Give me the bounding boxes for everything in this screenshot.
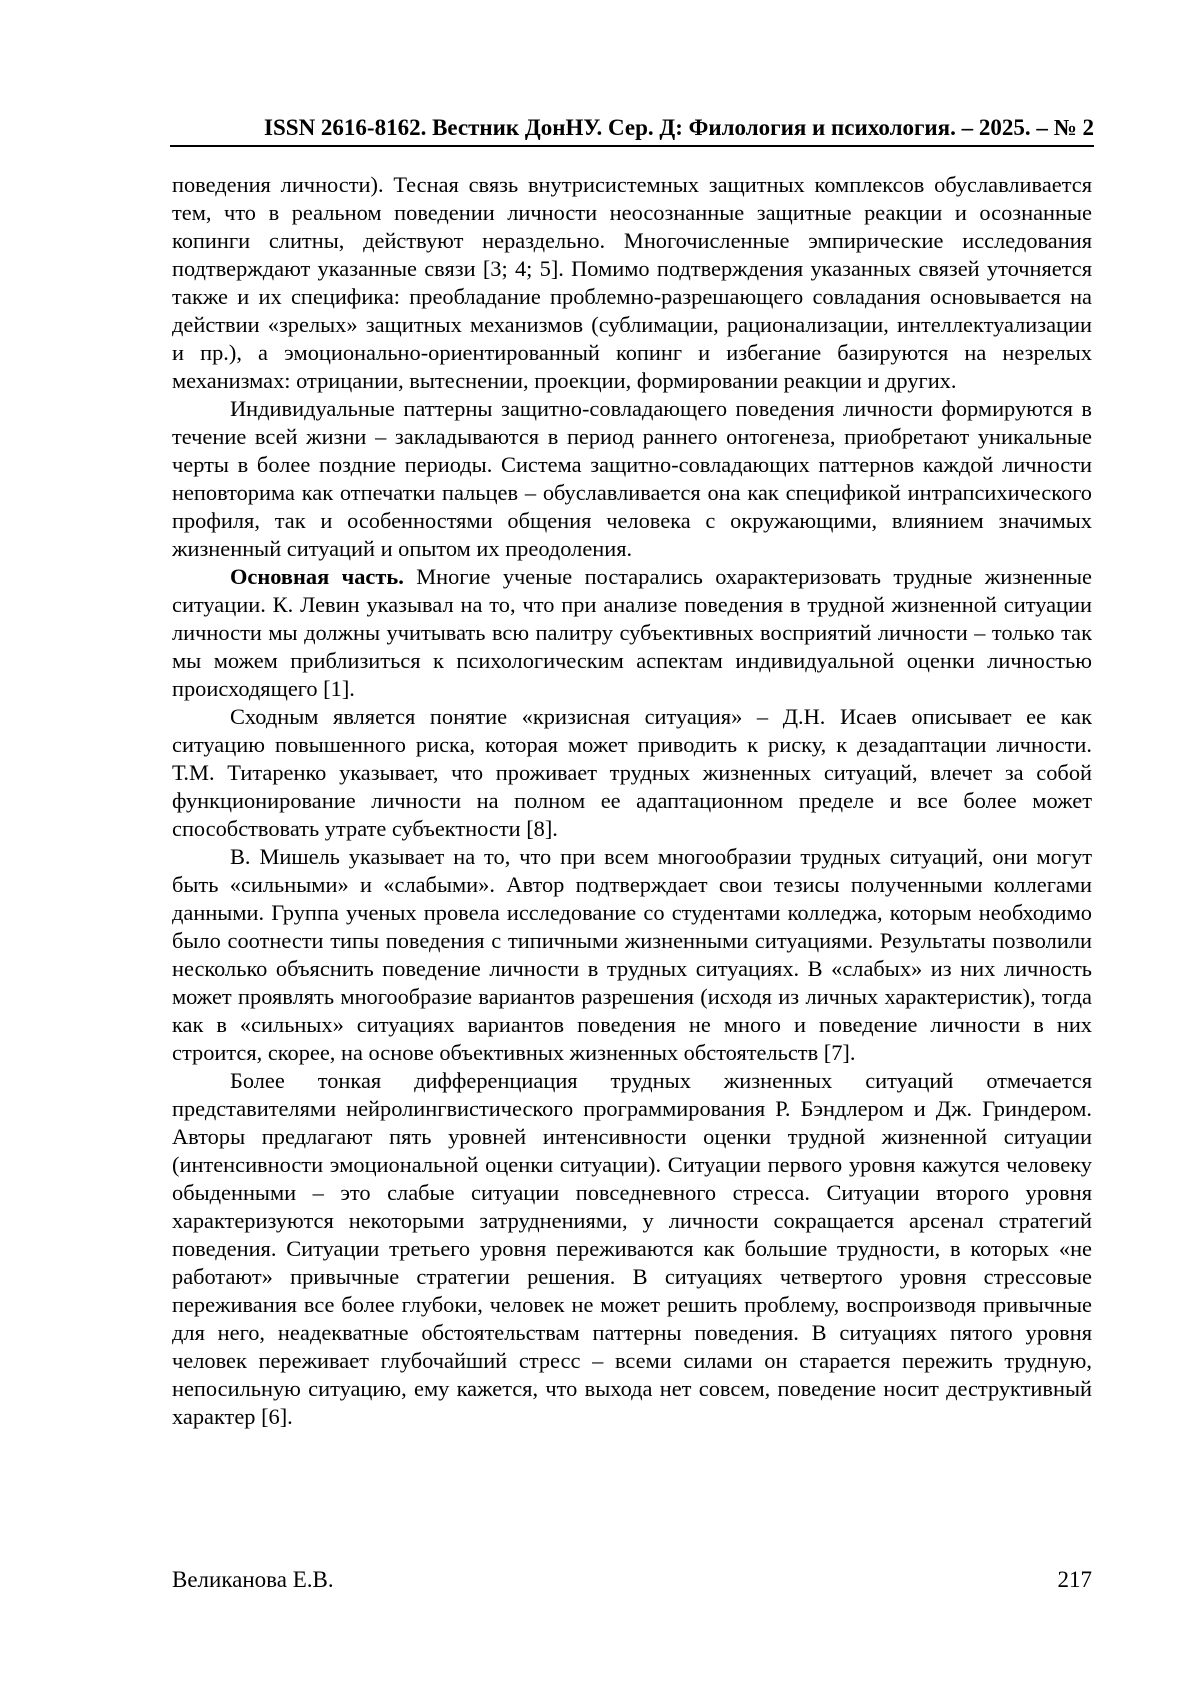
section-lead-in: Основная часть.	[230, 564, 404, 589]
paragraph-5: В. Мишель указывает на то, что при всем многообразии трудных ситуаций, они могут быть «сильными» и «слабыми». Автор подтверждает свои тезисы полученными коллегами данными. Группа ученых провела исследование со студентами колледжа, которым необходимо было соотнести типы поведения с типичными жизненными ситуациями. Результаты позволили несколько объяснить поведение личности в трудных ситуациях. В «слабых» из них личность может проявлять многообразие вариантов разрешения (исходя из личных характеристик), тогда как в «сильных» ситуациях вариантов поведения не много и поведение личности в них строится, скорее, на основе объективных жизненных обстоятельств [7].	[172, 844, 1092, 1065]
paragraph-1: поведения личности). Тесная связь внутрисистемных защитных комплексов обуславливается тем, что в реальном поведении личности неосознанные защитные реакции и осознанные копинги слитны, действуют нераздельно. Многочисленные эмпирические исследования подтверждают указанные связи [3; 4; 5]. Помимо подтверждения указанных связей уточняется также и их специфика: преобладание проблемно-разрешающего совладания основывается на действии «зрелых» защитных механизмов (сублимации, рационализации, интеллектуализации и пр.), а эмоционально-ориентированный копинг и избегание базируются на незрелых механизмах: отрицании, вытеснении, проекции, формировании реакции и других.	[172, 172, 1092, 393]
paragraph-4: Сходным является понятие «кризисная ситуация» – Д.Н. Исаев описывает ее как ситуацию повышенного риска, которая может приводить к риску, к дезадаптации личности. Т.М. Титаренко указывает, что проживает трудных жизненных ситуаций, влечет за собой функционирование личности на полном ее адаптационном пределе и все более может способствовать утрате субъектности [8].	[172, 704, 1092, 841]
paragraph-6: Более тонкая дифференциация трудных жизненных ситуаций отмечается представителями нейролингвистического программирования Р. Бэндлером и Дж. Гриндером. Авторы предлагают пять уровней интенсивности оценки трудной жизненной ситуации (интенсивности эмоциональной оценки ситуации). Ситуации первого уровня кажутся человеку обыденными – это слабые ситуации повседневного стресса. Ситуации второго уровня характеризуются некоторыми затруднениями, у личности сокращается арсенал стратегий поведения. Ситуации третьего уровня переживаются как большие трудности, в которых «не работают» привычные стратегии решения. В ситуациях четвертого уровня стрессовые переживания все более глубоки, человек не может решить проблему, воспроизводя привычные для него, неадекватные обстоятельствам паттерны поведения. В ситуациях пятого уровня человек переживает глубочайший стресс – всеми силами он старается пережить трудную, непосильную ситуацию, ему кажется, что выхода нет совсем, поведение носит деструктивный характер [6].	[172, 1068, 1092, 1429]
paragraph-3	[172, 563, 1092, 703]
article-body	[172, 171, 1092, 1431]
paragraph-2: Индивидуальные паттерны защитно-совладающего поведения личности формируются в течение всей жизни – закладываются в период раннего онтогенеза, приобретают уникальные черты в более поздние периоды. Система защитно-совладающих паттернов каждой личности неповторима как отпечатки пальцев – обуславливается она как спецификой интрапсихического профиля, так и особенностями общения человека с окружающими, влиянием значимых жизненный ситуаций и опытом их преодоления.	[172, 396, 1092, 561]
paragraph-3-text: Многие ученые постарались охарактеризовать трудные жизненные ситуации. К. Левин указывал на то, что при анализе поведения в трудной жизненной ситуации личности мы должны учитывать всю палитру субъективных восприятий личности – только так мы можем приблизиться к психологическим аспектам индивидуальной оценки личностью происходящего [1].	[172, 564, 1092, 701]
page-number: 217	[1057, 1567, 1092, 1592]
header-rule	[170, 145, 1094, 147]
running-header: ISSN 2616-8162. Вестник ДонНУ. Сер. Д: Филология и психология. – 2025. – № 2	[264, 115, 1094, 140]
footer-author: Великанова Е.В.	[172, 1567, 334, 1592]
